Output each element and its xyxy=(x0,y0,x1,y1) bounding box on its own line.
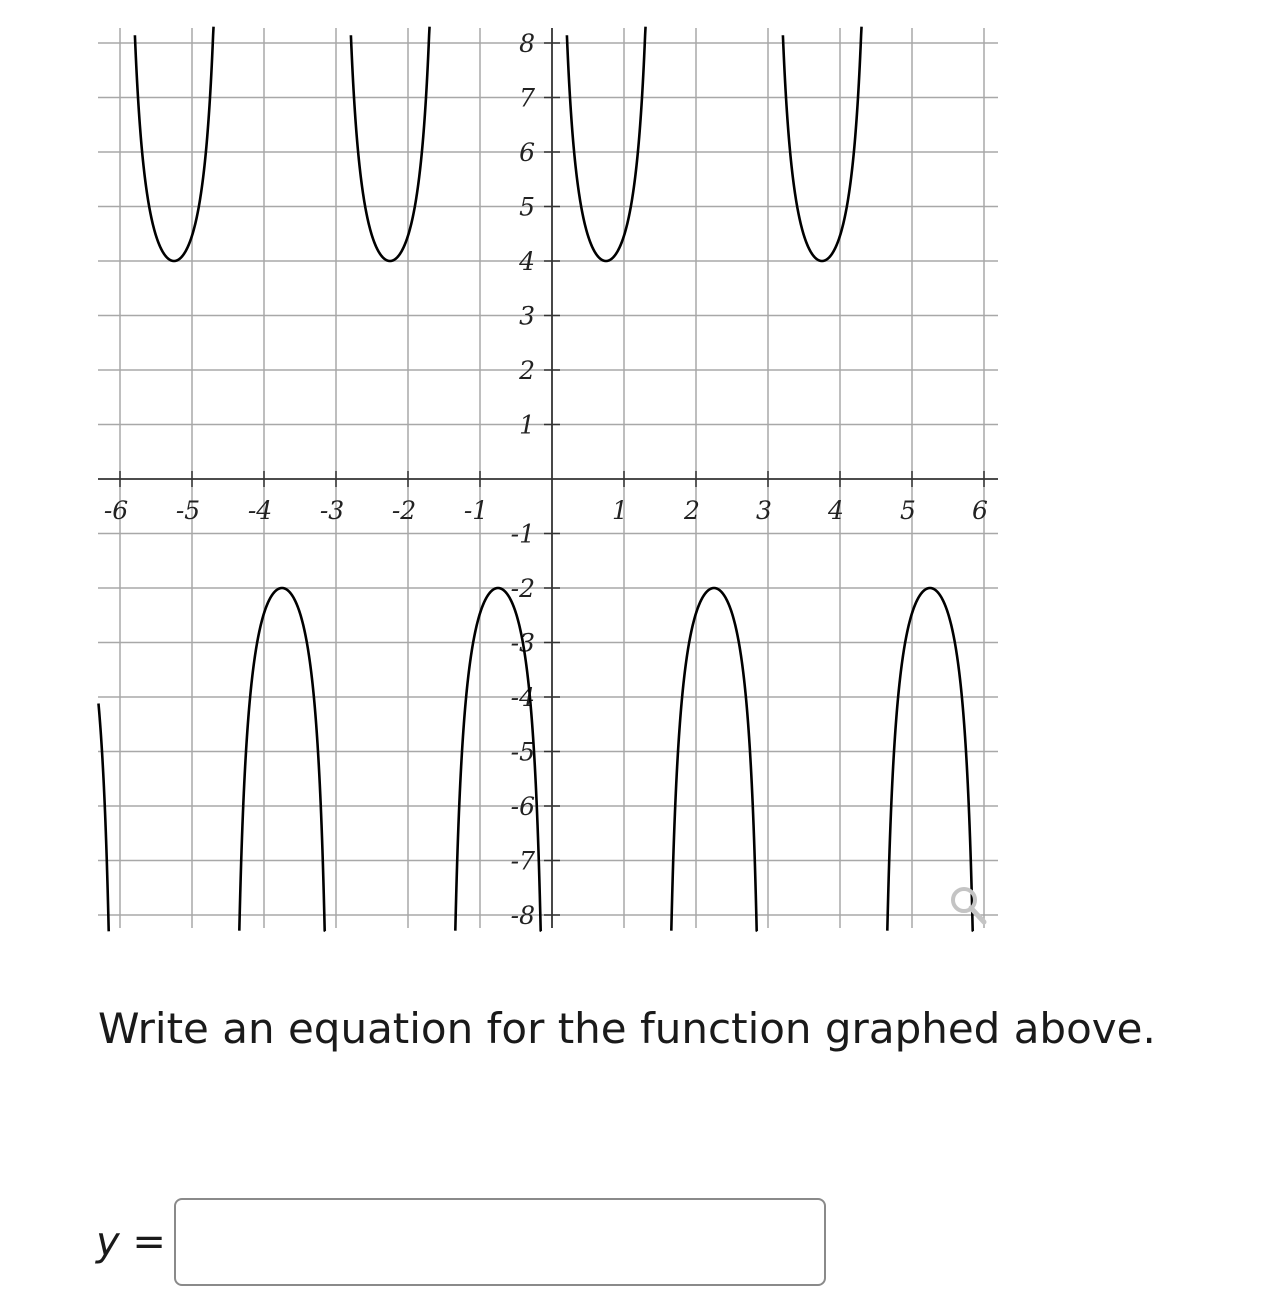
x-tick-label: -1 xyxy=(463,496,489,525)
x-tick-label: -4 xyxy=(247,496,273,525)
x-tick-label: -2 xyxy=(391,496,417,525)
answer-variable: y xyxy=(96,1219,120,1265)
y-tick-label: 3 xyxy=(519,301,535,331)
curve-branch xyxy=(567,27,646,261)
y-tick-label: -5 xyxy=(510,737,535,767)
y-tick-label: 6 xyxy=(519,138,535,167)
y-tick-label: -3 xyxy=(510,628,535,658)
x-tick-label: -3 xyxy=(319,496,345,525)
answer-label xyxy=(96,1219,174,1265)
y-tick-label: 1 xyxy=(519,410,535,440)
y-tick-label: -1 xyxy=(510,519,535,549)
x-tick-label: 2 xyxy=(684,496,700,525)
y-tick-label: 4 xyxy=(519,247,535,276)
x-tick-label: 1 xyxy=(612,496,628,525)
x-tick-label: 6 xyxy=(972,496,988,525)
y-tick-label: -7 xyxy=(510,846,535,876)
y-tick-label: -2 xyxy=(510,574,535,603)
question-prompt: Write an equation for the function graphed above. xyxy=(98,1004,1156,1053)
x-tick-label: 3 xyxy=(756,496,772,525)
y-tick-label: 2 xyxy=(519,356,535,385)
x-tick-label: 5 xyxy=(900,496,916,525)
curve-branch xyxy=(671,588,757,931)
curve-branch xyxy=(351,27,430,261)
y-tick-label: -8 xyxy=(510,901,535,930)
x-tick-label: -6 xyxy=(103,496,129,525)
y-tick-label: 7 xyxy=(519,83,535,113)
answer-row xyxy=(96,1196,826,1288)
curve-branch xyxy=(887,588,973,931)
answer-equals: = xyxy=(132,1219,166,1265)
y-tick-label: 5 xyxy=(519,192,535,222)
y-tick-label: -6 xyxy=(510,792,535,821)
y-tick-label: -4 xyxy=(510,683,535,712)
grid-lines xyxy=(98,28,998,928)
equation-input[interactable] xyxy=(174,1198,826,1286)
axes xyxy=(98,28,998,928)
x-tick-label: -5 xyxy=(175,496,201,525)
curve-branch xyxy=(98,703,108,931)
curve-branch xyxy=(783,27,862,261)
y-tick-label: 8 xyxy=(519,29,535,58)
x-tick-label: 4 xyxy=(828,496,844,525)
curve-branch xyxy=(239,588,325,931)
x-axis-tick-labels xyxy=(104,496,988,525)
curve-branch xyxy=(135,27,214,261)
magnifier-icon[interactable] xyxy=(953,889,984,922)
